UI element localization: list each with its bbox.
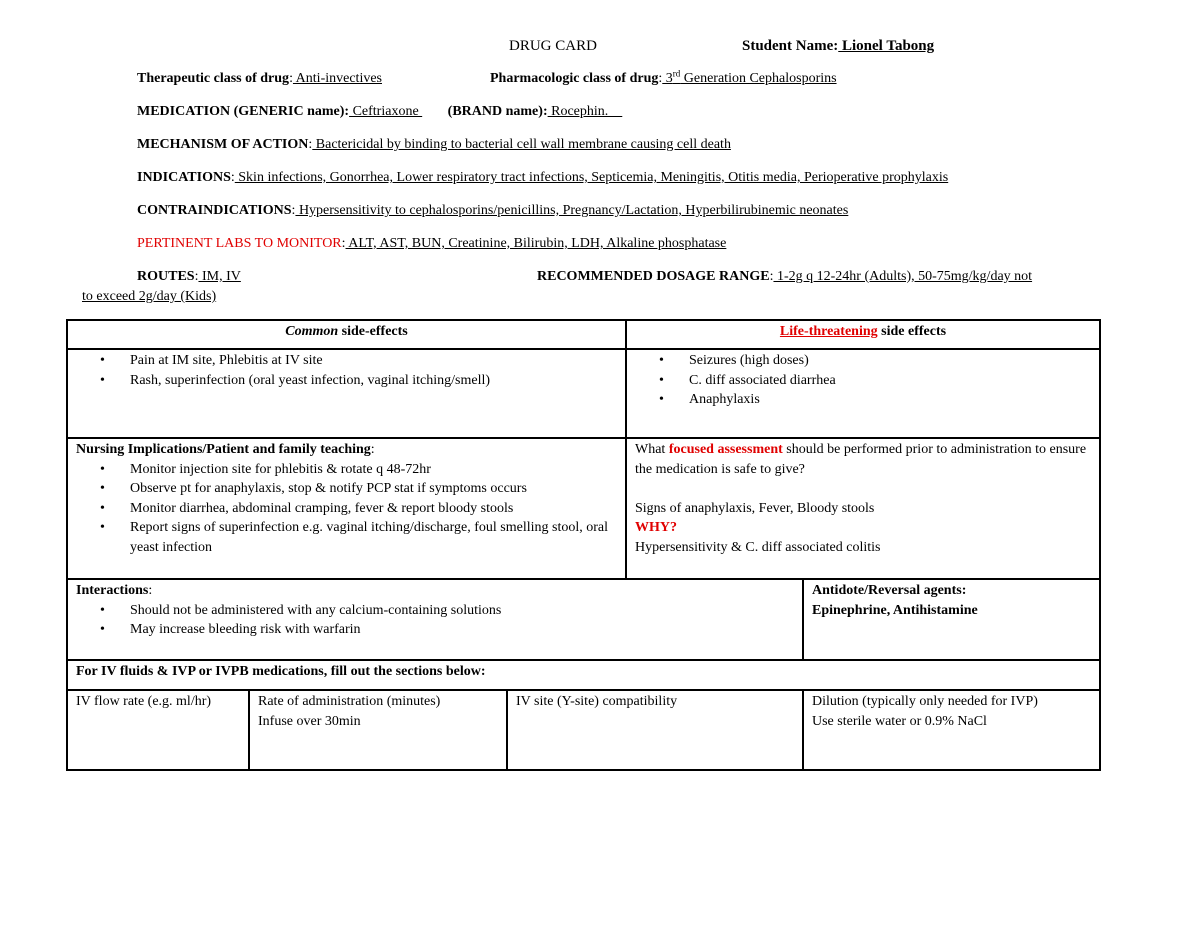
nursing-row (67, 438, 1100, 579)
brand-name-value: Rocephin. (547, 104, 623, 119)
why-answer: Hypersensitivity & C. diff associated colitis (635, 539, 881, 555)
dosage-value-line2: to exceed 2g/day (Kids) (82, 289, 217, 304)
focused-assessment-cell (626, 438, 1100, 579)
student-name-field (742, 37, 934, 55)
iv-site-cell: IV site (Y-site) compatibility (507, 690, 803, 770)
life-threatening-cell (626, 349, 1100, 438)
life-threatening-header: Life-threatening side effects (626, 320, 1100, 349)
pharmacologic-class-field: Pharmacologic class of drug: 3rd Generation Cephalosporins (490, 68, 837, 86)
assessment-answer: Signs of anaphylaxis, Fever, Bloody stools (635, 500, 875, 516)
mechanism-value: Bactericidal by binding to bacterial cell wall membrane causing cell death (312, 137, 731, 152)
list-item: • Should not be administered with any calcium-containing solutions (130, 601, 794, 621)
indications-field: INDICATIONS: Skin infections, Gonorrhea, Lower respiratory tract infections, Septicemia, Meningitis, Otitis media, Perioperative prophylaxis (137, 170, 949, 185)
dosage-value-line1: 1-2g q 12-24hr (Adults), 50-75mg/kg/day not (773, 269, 1033, 284)
antidote-cell (803, 579, 1100, 660)
list-item: • Anaphylaxis (689, 390, 1091, 410)
contraindications-value: Hypersensitivity to cephalosporins/penicillins, Pregnancy/Lactation, Hyperbilirubinemic neonates (295, 203, 849, 218)
assessment-question: What focused assessment should be performed prior to administration to ensure the medication is safe to give? (635, 442, 1087, 477)
list-item: • Monitor injection site for phlebitis & rotate q 48-72hr (130, 460, 617, 480)
labs-value: ALT, AST, BUN, Creatinine, Bilirubin, LDH, Alkaline phosphatase (345, 236, 727, 251)
list-item: • Pain at IM site, Phlebitis at IV site (130, 351, 617, 371)
routes-label: ROUTES (137, 269, 195, 284)
labs-field: PERTINENT LABS TO MONITOR: ALT, AST, BUN, Creatinine, Bilirubin, LDH, Alkaline phosphatase (137, 236, 727, 251)
labs-label: PERTINENT LABS TO MONITOR (137, 236, 342, 251)
iv-dilution-cell: Dilution (typically only needed for IVP) Use sterile water or 0.9% NaCl (803, 690, 1100, 770)
dosage-field: RECOMMENDED DOSAGE RANGE: 1-2g q 12-24hr (Adults), 50-75mg/kg/day not (537, 269, 1033, 284)
interactions-row (67, 579, 1100, 660)
nursing-title: Nursing Implications/Patient and family teaching (76, 442, 371, 457)
list-item: • May increase bleeding risk with warfarin (130, 620, 794, 640)
indications-value: Skin infections, Gonorrhea, Lower respiratory tract infections, Septicemia, Meningitis, Otitis media, Perioperative prophylaxis (234, 170, 949, 185)
mechanism-label: MECHANISM OF ACTION (137, 137, 309, 152)
therapeutic-class-field: Therapeutic class of drug: Anti-invectives (137, 71, 382, 86)
therapeutic-class-value: Anti-invectives (292, 71, 382, 86)
interactions-title: Interactions (76, 583, 149, 598)
antidote-value: Epinephrine, Antihistamine (812, 602, 978, 618)
antidote-title: Antidote/Reversal agents: (812, 583, 967, 598)
pharmacologic-class-label: Pharmacologic class of drug (490, 71, 659, 86)
generic-name-value: Ceftriaxone (349, 104, 423, 119)
iv-header-row (67, 660, 1100, 690)
iv-detail-row (67, 690, 1100, 770)
iv-section-header: For IV fluids & IVP or IVPB medications, fill out the sections below: (67, 660, 1100, 690)
medication-name-field (137, 103, 622, 121)
iv-rate-cell: Rate of administration (minutes) Infuse over 30min (249, 690, 507, 770)
list-item: • Seizures (high doses) (689, 351, 1091, 371)
common-side-effects-header: Common side-effects (67, 320, 626, 349)
generic-name-label: MEDICATION (GENERIC name): (137, 104, 350, 119)
common-side-effects-cell (67, 349, 626, 438)
contraindications-label: CONTRAINDICATIONS (137, 203, 292, 218)
drug-info-table (66, 319, 1101, 771)
side-effects-header-row (67, 320, 1100, 349)
interactions-cell: Interactions: • Should not be administered with any calcium-containing solutions • May increase bleeding risk with warfarin (67, 579, 803, 660)
nursing-implications-cell: Nursing Implications/Patient and family teaching: • Monitor injection site for phlebitis & rotate q 48-72hr • Observe pt for anaphylaxis, stop & notify PCP stat if symptoms occurs • Monitor diarrhea, abdominal cramping, fever & report bloody stools • Report signs of superinfection e.g. vaginal itching/discharge, foul smelling stool, oral yeast infection (67, 438, 626, 579)
list-item: • Report signs of superinfection e.g. vaginal itching/discharge, foul smelling stool, oral yeast infection (130, 518, 617, 557)
list-item: • Monitor diarrhea, abdominal cramping, fever & report bloody stools (130, 499, 617, 519)
list-item: • Observe pt for anaphylaxis, stop & notify PCP stat if symptoms occurs (130, 479, 617, 499)
card-title: DRUG CARD (509, 38, 597, 54)
side-effects-row (67, 349, 1100, 438)
pharmacologic-class-value: 3rd Generation Cephalosporins (662, 68, 837, 86)
indications-label: INDICATIONS (137, 170, 231, 185)
list-item: • Rash, superinfection (oral yeast infection, vaginal itching/smell) (130, 371, 617, 391)
student-name-label: Student Name: (742, 38, 839, 54)
contraindications-field: CONTRAINDICATIONS: Hypersensitivity to cephalosporins/penicillins, Pregnancy/Lactation, Hyperbilirubinemic neonates (137, 203, 849, 218)
brand-name-label: (BRAND name): (447, 104, 548, 119)
routes-value: IM, IV (198, 269, 241, 284)
mechanism-field: MECHANISM OF ACTION: Bactericidal by binding to bacterial cell wall membrane causing cell death (137, 137, 731, 152)
why-label: WHY? (635, 520, 677, 535)
list-item: • C. diff associated diarrhea (689, 371, 1091, 391)
routes-field: ROUTES: IM, IV (137, 269, 241, 284)
therapeutic-class-label: Therapeutic class of drug (137, 71, 290, 86)
dosage-label: RECOMMENDED DOSAGE RANGE (537, 269, 770, 284)
iv-flow-rate-cell: IV flow rate (e.g. ml/hr) (67, 690, 249, 770)
student-name-value: Lionel Tabong (838, 38, 935, 54)
